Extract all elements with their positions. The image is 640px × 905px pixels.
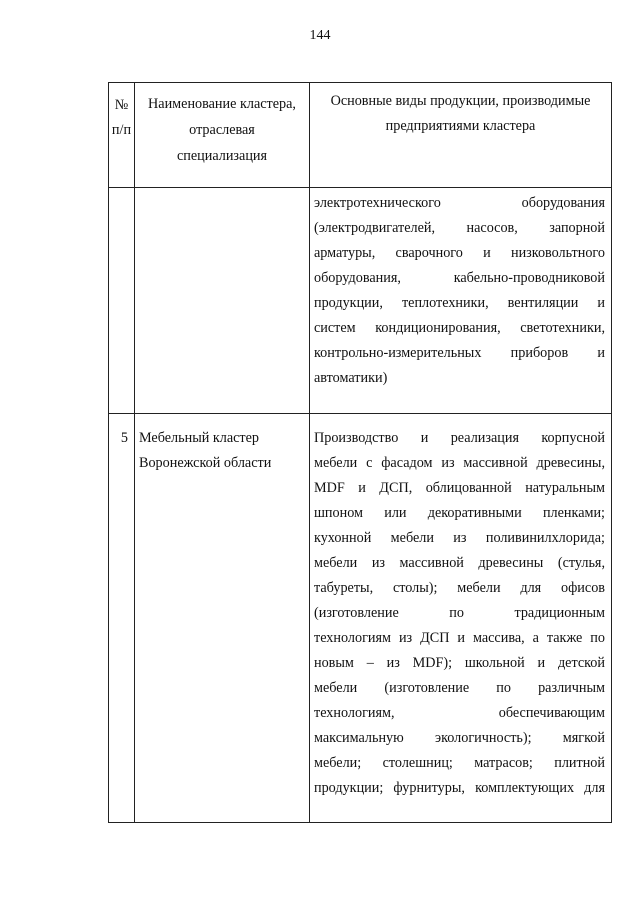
- header-cluster-name-line: отраслевая: [189, 122, 255, 138]
- page-number: 144: [309, 28, 331, 43]
- header-cluster-name-line: специализация: [176, 148, 268, 164]
- header-number-line: п/п: [111, 122, 132, 138]
- product-line: максимальную экологичность); мягкой: [314, 730, 605, 746]
- product-line: Производство и реализация корпусной: [314, 430, 605, 446]
- product-line: контрольно-измерительных приборов и: [314, 345, 605, 361]
- product-line: продукции; фурнитуры, комплектующих для: [314, 780, 605, 796]
- product-line: электротехнического оборудования: [314, 195, 605, 211]
- products-cell: [310, 414, 612, 823]
- cluster-name-line: Воронежской области: [139, 455, 272, 471]
- product-line: кухонной мебели из поливинилхлорида;: [314, 530, 605, 546]
- product-line: автоматики): [314, 370, 388, 386]
- table-row: [109, 414, 612, 823]
- header-products-line: предприятиями кластера: [385, 118, 536, 134]
- header-number-line: №: [114, 97, 129, 113]
- product-line: мебели с фасадом из массивной древесины,: [314, 455, 605, 471]
- product-line: MDF и ДСП, облицованной натуральным: [314, 480, 605, 496]
- header-products-line: Основные виды продукции, производимые: [330, 93, 591, 109]
- product-line: технологиям из ДСП и массива, а также по: [314, 630, 605, 646]
- product-line: мебели (изготовление по различным: [314, 680, 605, 696]
- product-line: шпоном или декоративными пленками;: [314, 505, 605, 521]
- products-cell: [310, 188, 612, 414]
- product-line: мебели; столешниц; матрасов; плитной: [314, 755, 605, 771]
- number-cell: [109, 188, 135, 414]
- product-line: табуреты, столы); мебели для офисов: [314, 580, 605, 596]
- table-row: [109, 188, 612, 414]
- table-header-row: [109, 83, 612, 188]
- product-line: (электродвигателей, насосов, запорной: [314, 220, 605, 236]
- product-line: (изготовление по традиционным: [314, 605, 605, 621]
- cluster-name-cell: [135, 188, 310, 414]
- header-products: [310, 83, 612, 188]
- header-cluster-name-line: Наименование кластера,: [148, 96, 296, 112]
- product-line: продукции, теплотехники, вентиляции и: [314, 295, 605, 311]
- product-line: технологиям, обеспечивающим: [314, 705, 605, 721]
- product-line: оборудования, кабельно-проводниковой: [314, 270, 605, 286]
- header-number: [109, 83, 135, 188]
- product-line: арматуры, сварочного и низковольтного: [314, 245, 605, 261]
- number-cell: 5: [109, 414, 135, 823]
- cluster-name-line: Мебельный кластер: [139, 430, 260, 446]
- cluster-name-cell: [135, 414, 310, 823]
- header-cluster-name: [135, 83, 310, 188]
- product-line: мебели из массивной древесины (стулья,: [314, 555, 605, 571]
- cluster-table: [108, 82, 612, 823]
- product-line: систем кондиционирования, светотехники,: [314, 320, 605, 336]
- product-line: новым – из MDF); школьной и детской: [314, 655, 605, 671]
